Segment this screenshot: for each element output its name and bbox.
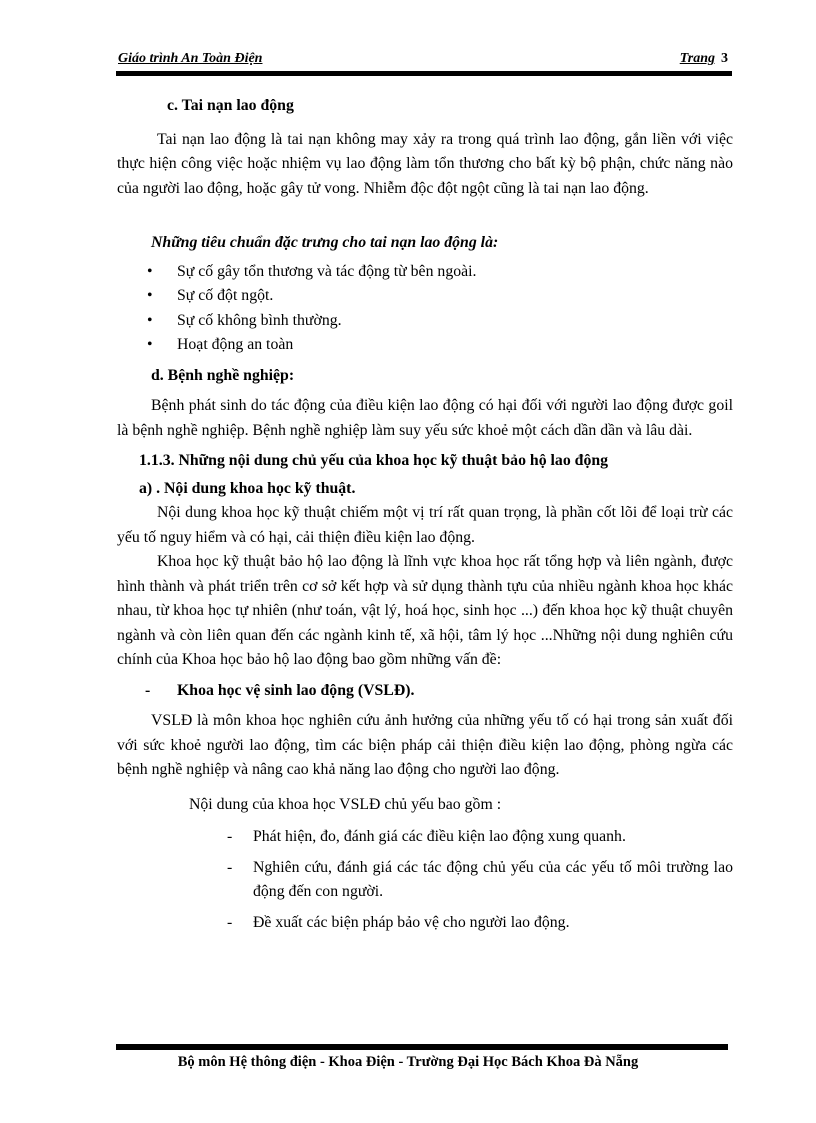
book-title: Giáo trình An Toàn Điện (118, 51, 263, 66)
bullet-icon: • (147, 336, 153, 353)
criteria-item: • Hoạt động an toàn (117, 333, 733, 358)
page-label: Trang (679, 51, 715, 66)
bullet-icon: • (147, 311, 153, 329)
section-c-heading: c. Tai nạn lao động (167, 97, 294, 114)
criteria-item: • Sự cố gây tổn thương và tác động từ bên ngoài. (117, 260, 733, 285)
criteria-heading: Những tiêu chuẩn đặc trưng cho tai nạn lao động là: (151, 234, 499, 251)
dash-icon: - (227, 858, 233, 876)
dash-icon: - (145, 681, 151, 699)
vsld-list-item: - Đề xuất các biện pháp bảo vệ cho người lao động. (117, 911, 733, 936)
section-c-paragraph: Tai nạn lao động là tai nạn không may xảy ra trong quá trình lao động, gắn liền với việc thực hiện công việc hoặc nhiệm vụ lao động làm tổn thương cho bất kỳ bộ phận, chức năng nào của người lao động, hoặc gây tử vong. Nhiễm độc đột ngột cũng là tai nạn lao động. (117, 130, 733, 197)
criteria-item: • Sự cố không bình thường. (117, 309, 733, 334)
bullet-icon: • (147, 287, 153, 304)
section-a-paragraph-2: Khoa học kỹ thuật bảo hộ lao động là lĩnh vực khoa học rất tổng hợp và liên ngành, được hình thành và phát triển trên cơ sở kết hợp và sử dụng thành tựu của nhiều ngành khoa học khác nhau, từ khoa học tự nhiên (như toán, vật lý, hoá học, sinh học ...) đến khoa học kỹ thuật chuyên ngành và còn liên quan đến các ngành kinh tế, xã hội, tâm lý học ...Những nội dung nghiên cứu chính của Khoa học bảo hộ lao động bao gồm những vấn đề: (117, 553, 733, 668)
page-footer: Bộ môn Hệ thông điện - Khoa Điện - Trường Đại Học Bách Khoa Đà Nẵng (177, 1054, 639, 1070)
dash-icon: - (227, 913, 233, 931)
section-d-heading: d. Bệnh nghề nghiệp: (151, 366, 295, 384)
section-a-heading: a) . Nội dung khoa học kỹ thuật. (139, 479, 356, 497)
section-113-heading: 1.1.3. Những nội dung chủ yếu của khoa học kỹ thuật bảo hộ lao động (139, 452, 609, 469)
page-header (118, 51, 738, 73)
section-a-paragraph-1: Nội dung khoa học kỹ thuật chiếm một vị trí rất quan trọng, là phần cốt lõi để loại trừ các yếu tố nguy hiểm và có hại, cải thiện điều kiện lao động. (117, 504, 733, 546)
vsld-heading-item (117, 679, 733, 704)
page-number-label (680, 51, 728, 67)
vsld-content-intro: Nội dung của khoa học VSLĐ chủ yếu bao gồm : (189, 795, 502, 813)
dash-icon: - (227, 828, 233, 845)
bullet-icon: • (147, 262, 153, 280)
criteria-list (117, 260, 733, 358)
vsld-list-item: - Nghiên cứu, đánh giá các tác động chủ yếu của các yếu tố môi trường lao động đến con người. (117, 856, 733, 905)
section-d-paragraph: Bệnh phát sinh do tác động của điều kiện lao động có hại đối với người lao động được goil là bệnh nghề nghiệp. Bệnh nghề nghiệp làm suy yếu sức khoẻ một cách dần dần và lâu dài. (117, 397, 733, 439)
vsld-content-list (117, 825, 733, 935)
vsld-paragraph: VSLĐ là môn khoa học nghiên cứu ảnh hưởng của những yếu tố có hại trong sản xuất đối với sức khoẻ người lao động, tìm các biện pháp cải thiện điều kiện lao động, phòng ngừa các bệnh nghề nghiệp và nâng cao khả năng lao động cho người lao động. (117, 712, 733, 778)
header-rule (116, 71, 732, 76)
criteria-item: • Sự cố đột ngột. (117, 284, 733, 309)
page-number: 3 (721, 51, 728, 66)
vsld-heading: Khoa học vệ sinh lao động (VSLĐ). (177, 681, 415, 699)
page-content (117, 94, 733, 941)
vsld-list-item: - Phát hiện, đo, đánh giá các điều kiện lao động xung quanh. (117, 825, 733, 850)
footer-rule (116, 1044, 728, 1050)
